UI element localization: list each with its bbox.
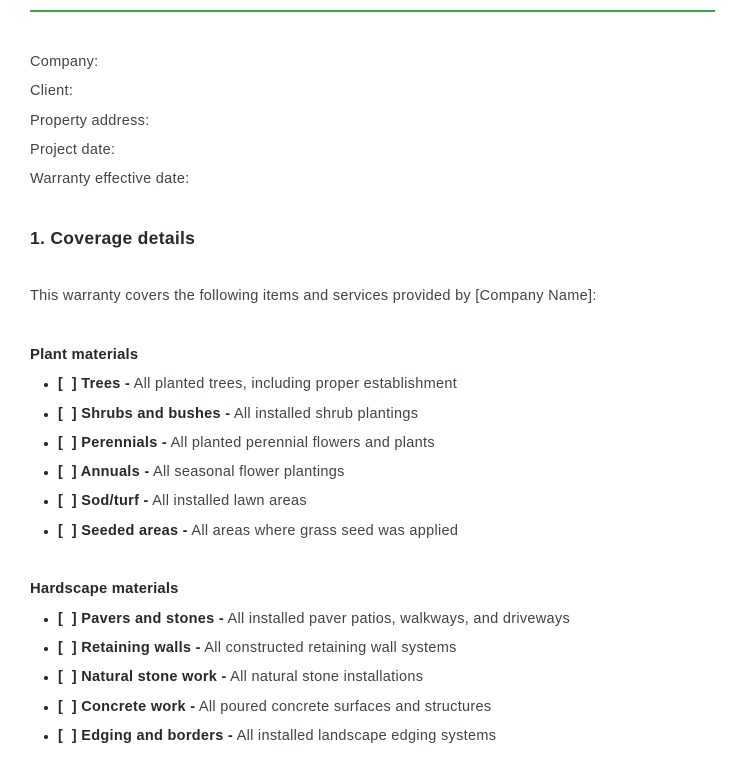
list-item-sod-turf	[58, 487, 715, 516]
list-item-retaining-walls	[58, 634, 715, 663]
list-item-concrete-work	[58, 693, 715, 722]
list-item-trees	[58, 370, 715, 399]
item-label: [ ] Trees -	[58, 376, 131, 393]
item-label: [ ] Retaining walls -	[58, 639, 201, 656]
list-item-seeded-areas	[58, 517, 715, 546]
hardscape-materials-heading: Hardscape materials	[30, 581, 179, 598]
field-warranty-effective-date: Warranty effective date:	[30, 171, 190, 188]
item-label: [ ] Perennials -	[58, 434, 168, 451]
fields-block	[30, 48, 715, 194]
field-project-date: Project date:	[30, 141, 116, 158]
item-desc: All seasonal flower plantings	[153, 464, 345, 481]
field-company: Company:	[30, 54, 99, 70]
item-label: [ ] Sod/turf -	[58, 493, 149, 510]
item-desc: All poured concrete surfaces and structures	[198, 698, 492, 715]
coverage-intro: This warranty covers the following items and services provided by [Company Name]:	[30, 288, 597, 305]
list-item-annuals	[58, 458, 715, 487]
list-item-natural-stone-work	[58, 663, 715, 692]
item-label: [ ] Seeded areas -	[58, 522, 188, 539]
plant-materials-heading: Plant materials	[30, 346, 139, 363]
item-desc: All planted perennial flowers and plants	[170, 434, 435, 451]
item-desc: All planted trees, including proper establishment	[133, 376, 458, 393]
item-desc: All installed lawn areas	[152, 493, 307, 510]
item-desc: All installed shrub plantings	[233, 405, 419, 422]
item-desc: All areas where grass seed was applied	[191, 522, 459, 539]
item-desc: All installed landscape edging systems	[236, 727, 497, 744]
item-label: [ ] Edging and borders -	[58, 727, 234, 744]
hardscape-materials-list	[30, 605, 715, 751]
field-property-address: Property address:	[30, 112, 150, 129]
plant-materials-list	[30, 370, 715, 546]
top-divider	[30, 10, 715, 12]
list-item-shrubs-and-bushes	[58, 400, 715, 429]
item-desc: All installed paver patios, walkways, and driveways	[227, 610, 570, 627]
item-label: [ ] Natural stone work -	[58, 669, 227, 686]
coverage-details-heading: 1. Coverage details	[30, 227, 196, 248]
item-label: [ ] Concrete work -	[58, 698, 196, 715]
item-desc: All natural stone installations	[230, 669, 424, 686]
item-label: [ ] Annuals -	[58, 464, 150, 481]
list-item-perennials	[58, 429, 715, 458]
list-item-edging-and-borders	[58, 722, 715, 751]
field-client: Client:	[30, 83, 74, 100]
document-page	[0, 10, 743, 772]
item-label: [ ] Pavers and stones -	[58, 610, 224, 627]
list-item-pavers-and-stones	[58, 605, 715, 634]
item-label: [ ] Shrubs and bushes -	[58, 405, 231, 422]
item-desc: All constructed retaining wall systems	[204, 639, 457, 656]
